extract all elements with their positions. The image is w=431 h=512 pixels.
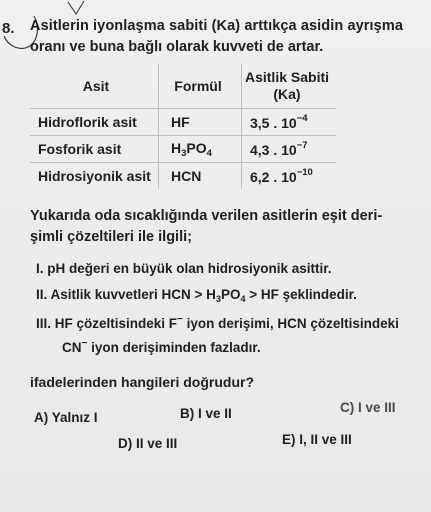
lead-line2: şimli çözeltileri ile ilgili; xyxy=(30,229,192,245)
acid-name: Fosforik asit xyxy=(30,136,159,163)
acid-name: Hidrosiyonik asit xyxy=(30,163,159,190)
statement-1: I. pH değeri en büyük olan hidrosiyonik asittir. xyxy=(36,261,332,276)
acid-table xyxy=(30,64,336,189)
header-ka-line1: Asitlik Sabiti xyxy=(244,69,330,85)
option-c[interactable]: C) I ve III xyxy=(340,400,396,415)
statement-2: II. Asitlik kuvvetleri HCN > $H_3PO_4$ > HF şeklindedir. xyxy=(36,287,357,304)
acid-formula: HF xyxy=(159,109,242,136)
option-b[interactable]: B) I ve II xyxy=(180,406,232,421)
acid-formula: $H_3PO_4$ xyxy=(159,136,242,163)
lead-line1: Yukarıda oda sıcaklığında verilen asitlerin eşit deri- xyxy=(30,208,383,224)
statement-3: III. HF çözeltisindeki F− iyon derişimi, HCN çözeltisindeki xyxy=(36,314,399,331)
table-header-row xyxy=(30,64,336,109)
acid-ka: 6,2 . $10^{-10}$ xyxy=(242,163,337,190)
option-e[interactable]: E) I, II ve III xyxy=(282,432,352,447)
header-ka xyxy=(242,64,337,109)
acid-ka: 4,3 . $10^{-7}$ xyxy=(242,136,337,163)
header-formula: Formül xyxy=(159,64,242,109)
question-stem-line1: Asitlerin iyonlaşma sabiti (Ka) arttıkça asidin ayrışma xyxy=(30,18,403,34)
table-row xyxy=(30,109,336,136)
acid-name: Hidroflorik asit xyxy=(30,109,159,136)
header-ka-line2: (Ka) xyxy=(273,86,301,102)
question-stem-line2: oranı ve buna bağlı olarak kuvveti de artar. xyxy=(30,39,324,55)
question-number: 8. xyxy=(2,20,15,37)
table-row xyxy=(30,163,336,190)
acid-formula: HCN xyxy=(159,163,242,190)
header-acid: Asit xyxy=(30,64,159,109)
table-row xyxy=(30,136,336,163)
question-prompt: ifadelerinden hangileri doğrudur? xyxy=(30,374,255,390)
option-d[interactable]: D) II ve III xyxy=(118,436,178,451)
option-a[interactable]: A) Yalnız I xyxy=(34,410,98,425)
statement-3-line2: CN− iyon derişiminden fazladır. xyxy=(62,338,261,355)
acid-ka: 3,5 . $10^{-4}$ xyxy=(242,109,337,136)
pen-stroke-icon xyxy=(66,0,86,18)
